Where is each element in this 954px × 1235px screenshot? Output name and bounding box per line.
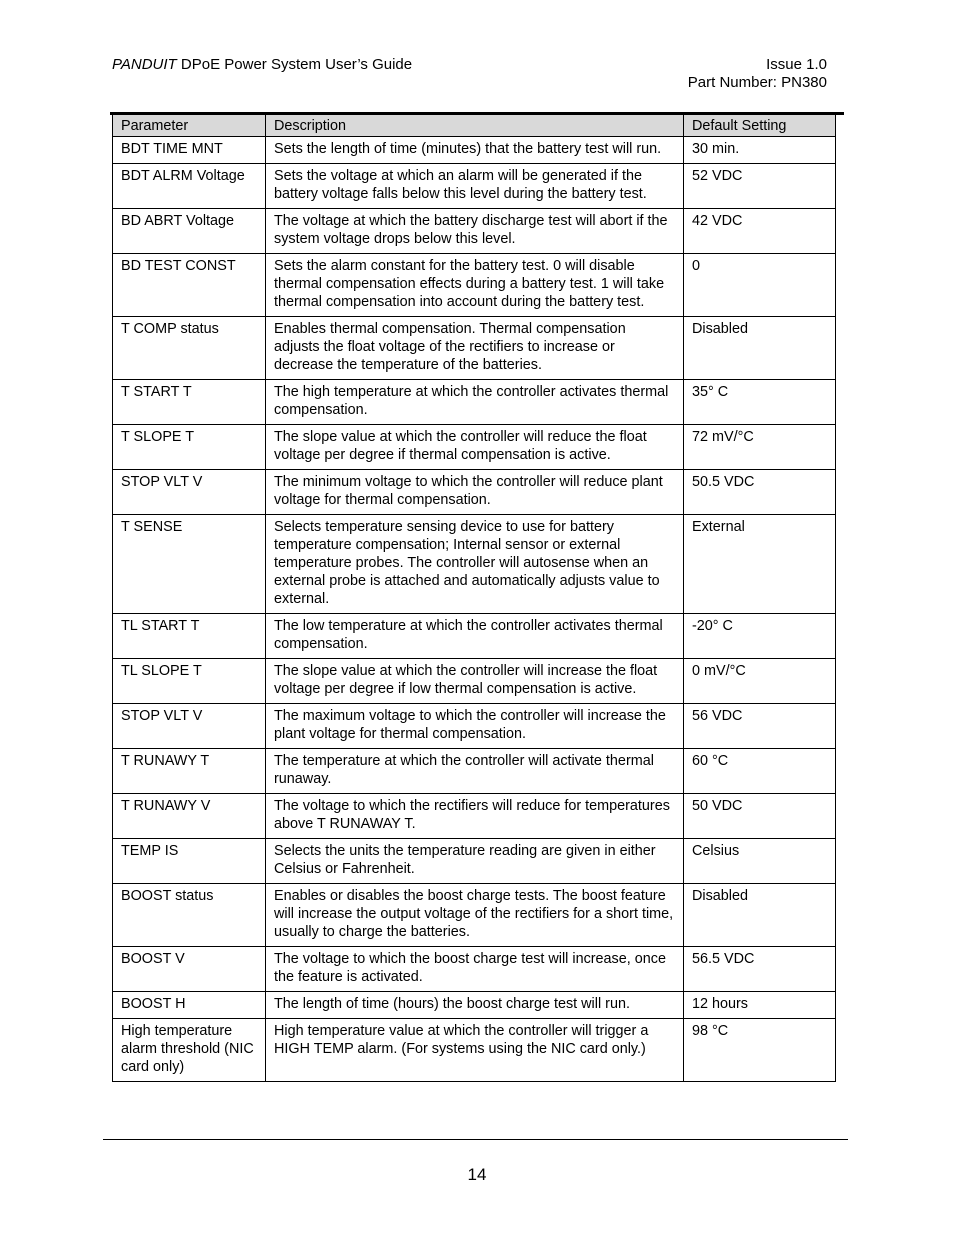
table-row: [113, 704, 836, 749]
default-setting-cell: 0 mV/°C: [684, 659, 836, 704]
table-row: [113, 659, 836, 704]
parameter-cell: T START T: [113, 380, 266, 425]
description-cell: High temperature value at which the controller will trigger a HIGH TEMP alarm. (For systems using the NIC card only.): [266, 1019, 684, 1082]
table-row: [113, 164, 836, 209]
description-cell: The minimum voltage to which the controller will reduce plant voltage for thermal compensation.: [266, 470, 684, 515]
description-cell: The maximum voltage to which the controller will increase the plant voltage for thermal compensation.: [266, 704, 684, 749]
default-setting-cell: 50 VDC: [684, 794, 836, 839]
description-cell: The length of time (hours) the boost charge test will run.: [266, 992, 684, 1019]
default-setting-cell: 52 VDC: [684, 164, 836, 209]
table-row: [113, 947, 836, 992]
parameter-cell: TL SLOPE T: [113, 659, 266, 704]
table-row: [113, 137, 836, 164]
default-setting-cell: 12 hours: [684, 992, 836, 1019]
default-setting-cell: Disabled: [684, 884, 836, 947]
parameter-cell: T COMP status: [113, 317, 266, 380]
table-row: [113, 614, 836, 659]
parameter-cell: T RUNAWY T: [113, 749, 266, 794]
table-row: [113, 884, 836, 947]
description-cell: The slope value at which the controller will reduce the float voltage per degree if thermal compensation is active.: [266, 425, 684, 470]
issue-label: Issue 1.0: [766, 56, 827, 73]
table-body: [113, 137, 836, 1082]
parameter-cell: BDT ALRM Voltage: [113, 164, 266, 209]
description-cell: Selects temperature sensing device to use for battery temperature compensation; Internal sensor or external temperature probes. The controller will autosense when an external probe is attached and automatically adjusts value to external.: [266, 515, 684, 614]
description-cell: The slope value at which the controller will increase the float voltage per degree if low thermal compensation is active.: [266, 659, 684, 704]
parameter-cell: High temperature alarm threshold (NIC card only): [113, 1019, 266, 1082]
parameter-cell: TL START T: [113, 614, 266, 659]
part-number-label: Part Number: PN380: [687, 74, 827, 91]
brand-name: PANDUIT: [112, 56, 177, 73]
default-setting-cell: 35° C: [684, 380, 836, 425]
table-row: [113, 992, 836, 1019]
guide-title: DPoE Power System User’s Guide: [180, 56, 413, 73]
default-setting-cell: 56.5 VDC: [684, 947, 836, 992]
description-cell: Sets the length of time (minutes) that the battery test will run.: [266, 137, 684, 164]
parameter-cell: T RUNAWY V: [113, 794, 266, 839]
table-row: [113, 317, 836, 380]
parameter-cell: BDT TIME MNT: [113, 137, 266, 164]
default-setting-cell: Disabled: [684, 317, 836, 380]
table-row: [113, 254, 836, 317]
table-row: [113, 380, 836, 425]
description-cell: The temperature at which the controller will activate thermal runaway.: [266, 749, 684, 794]
default-setting-cell: External: [684, 515, 836, 614]
default-setting-cell: 30 min.: [684, 137, 836, 164]
default-setting-cell: -20° C: [684, 614, 836, 659]
parameter-cell: STOP VLT V: [113, 470, 266, 515]
default-setting-cell: 56 VDC: [684, 704, 836, 749]
default-setting-cell: 98 °C: [684, 1019, 836, 1082]
description-cell: Selects the units the temperature reading are given in either Celsius or Fahrenheit.: [266, 839, 684, 884]
parameter-cell: BOOST V: [113, 947, 266, 992]
description-cell: The high temperature at which the controller activates thermal compensation.: [266, 380, 684, 425]
table-header-row: [113, 115, 836, 137]
table-row: [113, 515, 836, 614]
description-cell: Enables thermal compensation. Thermal compensation adjusts the float voltage of the rectifiers to increase or decrease the temperature of the batteries.: [266, 317, 684, 380]
description-cell: Sets the voltage at which an alarm will be generated if the battery voltage falls below this level during the battery test.: [266, 164, 684, 209]
table-row: [113, 209, 836, 254]
table-row: [113, 794, 836, 839]
description-cell: The low temperature at which the controller activates thermal compensation.: [266, 614, 684, 659]
column-header-parameter: Parameter: [113, 115, 266, 137]
description-cell: The voltage to which the rectifiers will reduce for temperatures above T RUNAWAY T.: [266, 794, 684, 839]
column-header-description: Description: [266, 115, 684, 137]
default-setting-cell: 60 °C: [684, 749, 836, 794]
default-setting-cell: 50.5 VDC: [684, 470, 836, 515]
description-cell: The voltage at which the battery discharge test will abort if the system voltage drops below this level.: [266, 209, 684, 254]
document-title: [112, 56, 412, 74]
parameter-cell: TEMP IS: [113, 839, 266, 884]
table-row: [113, 425, 836, 470]
description-cell: The voltage to which the boost charge test will increase, once the feature is activated.: [266, 947, 684, 992]
table-row: [113, 1019, 836, 1082]
parameter-table: [112, 114, 836, 1082]
parameter-cell: BD ABRT Voltage: [113, 209, 266, 254]
default-setting-cell: 42 VDC: [684, 209, 836, 254]
parameter-cell: T SENSE: [113, 515, 266, 614]
parameter-cell: T SLOPE T: [113, 425, 266, 470]
default-setting-cell: 0: [684, 254, 836, 317]
parameter-cell: STOP VLT V: [113, 704, 266, 749]
column-header-default-setting: Default Setting: [684, 115, 836, 137]
table-row: [113, 470, 836, 515]
parameter-cell: BOOST status: [113, 884, 266, 947]
table-row: [113, 749, 836, 794]
footer-divider: [103, 1139, 848, 1140]
table-row: [113, 839, 836, 884]
page-number: 14: [467, 1165, 487, 1184]
description-cell: Enables or disables the boost charge tests. The boost feature will increase the output voltage of the rectifiers for a short time, usually to charge the batteries.: [266, 884, 684, 947]
default-setting-cell: 72 mV/°C: [684, 425, 836, 470]
parameter-cell: BD TEST CONST: [113, 254, 266, 317]
description-cell: Sets the alarm constant for the battery test. 0 will disable thermal compensation effects during a battery test. 1 will take thermal compensation into account during the battery test.: [266, 254, 684, 317]
document-meta: [688, 56, 827, 92]
parameter-cell: BOOST H: [113, 992, 266, 1019]
default-setting-cell: Celsius: [684, 839, 836, 884]
